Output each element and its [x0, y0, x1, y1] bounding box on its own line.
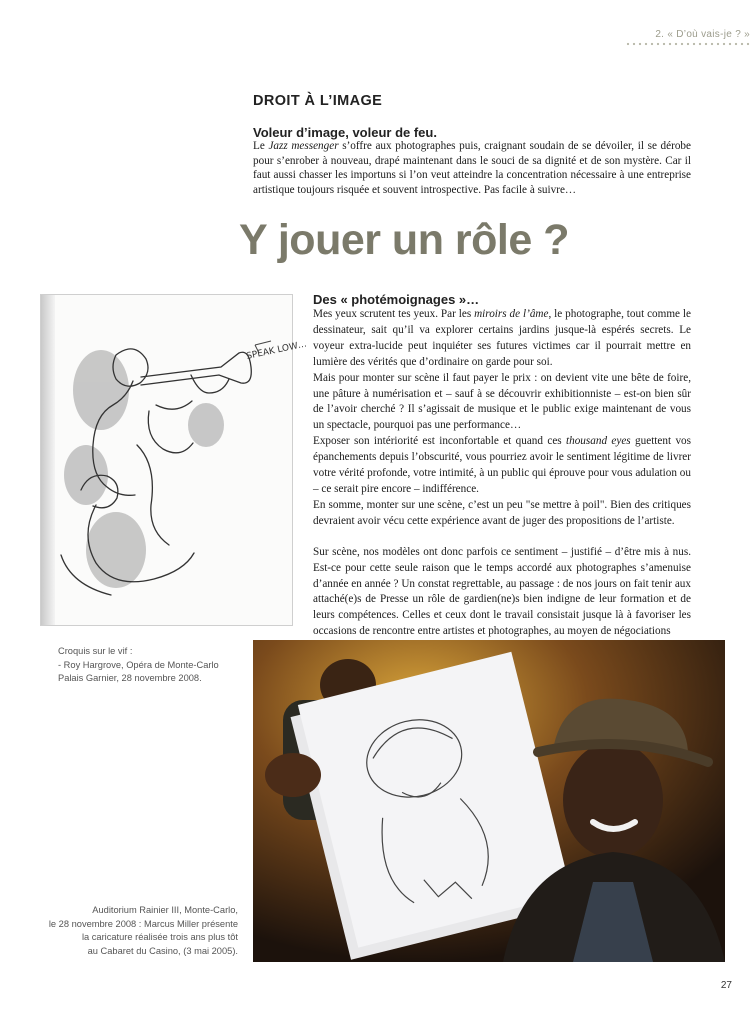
intro-paragraph: Le Jazz messenger s’offre aux photographes puis, craignant soudain de se dévoiler, il se dérobe pour s’enrober à nouveau, drapé maintenant dans le souci de sa dignité et de son mystère. Car il faut aussi chasser les importuns si l’on veut atteindre la concentration nécessaire à une entreprise artistique toujours risquée et souvent introspective. Pas facile à suivre… [253, 140, 691, 196]
section-title: DROIT À L’IMAGE [253, 93, 383, 109]
trumpet-sketch-image [40, 294, 308, 626]
article-paragraph: Mes yeux scrutent tes yeux. Par les miroirs de l’âme, le photographe, tout comme le dessinateur, sait qu’il va explorer certains jardins jusque-là espérés secrets. Le voyeur extra-lucide peut inquiéter ses futures victimes car il pourrait mettre en lumière des vérités que d’ordinaire on garde pour soi. [313, 308, 691, 368]
sketch-annotation: SPEAK LOW… [245, 339, 308, 362]
big-title: Y jouer un rôle ? [239, 216, 569, 264]
sketch-caption: Croquis sur le vif : - Roy Hargrove, Opéra de Monte-Carlo Palais Garnier, 28 novembre 2008. [58, 646, 219, 683]
article-paragraph: Sur scène, nos modèles ont donc parfois ce sentiment – justifié – d’être mis à nus. Est-ce pour cette seule raison que le temps accordé aux photographes s’amenuise d’année en année ? Un constat regrettable, au passage : de nos jours on fait tenir aux attaché(e)s de Presse un rôle de gardien(ne)s bien indigne de leur formation et de leurs compétences. Celles et ceux dont le travail consistait jusque là à favoriser les occasions de rencontre entre artistes et photographes, au moyen de négociations [313, 545, 691, 638]
article-paragraph: Exposer son intériorité est inconfortable et quand ces thousand eyes guettent vos épanchements depuis l’obscurité, vous pourriez avoir le sentiment légitime de livrer votre vérité profonde, votre intimité, à un public qui éprouve pour vous adulation ou – ce serait pire encore – indifférence. [313, 435, 691, 495]
running-header: 2. « D’où vais-je ? » [655, 29, 750, 40]
intro-italic-term: Jazz messenger [268, 140, 339, 152]
marcus-miller-photo [253, 640, 725, 962]
section-subtitle: Voleur d’image, voleur de feu. [253, 125, 437, 140]
article-paragraph: En somme, monter sur une scène, c’est un peu "se mettre à poil". Bien des critiques devraient avoir vécu cette expérience avant de juger des propositions de l’artiste. [313, 498, 691, 527]
article-paragraph: Mais pour monter sur scène il faut payer le prix : on devient vite une bête de foire, une pâture à numérisation et – sauf à se découvrir exhibitionniste – est-on bien sûr de l’avoir cherché ? Il s’agissait de musique et le public exige maintenant de vous un spectacle, pourquoi pas une performance… [313, 371, 691, 432]
article-heading: Des « photémoignages »… [313, 292, 480, 307]
dotted-rule [625, 42, 751, 46]
photo-caption: Auditorium Rainier III, Monte-Carlo, le 28 novembre 2008 : Marcus Miller présente la caricature réalisée trois ans plus tôt au Cabaret du Casino, (3 mai 2005). [48, 905, 238, 956]
page-number: 27 [720, 980, 732, 991]
article-body [313, 307, 691, 638]
